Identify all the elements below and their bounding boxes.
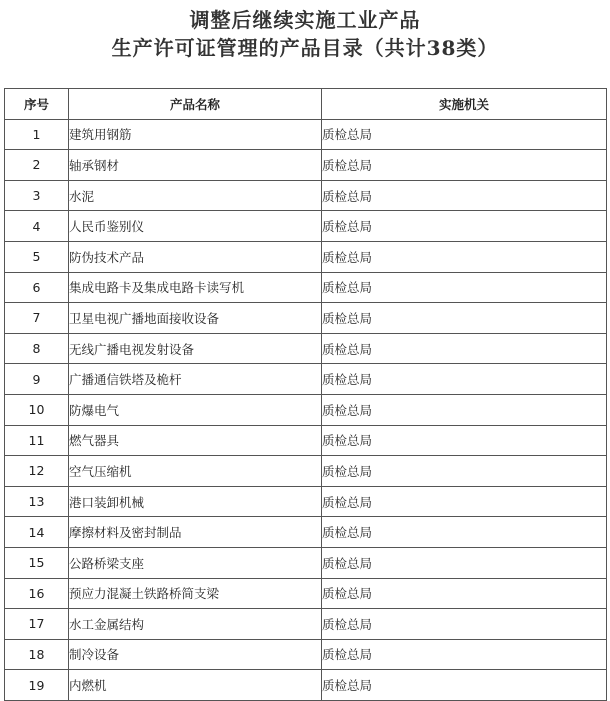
header-no: 序号 bbox=[5, 89, 69, 120]
product-name: 防爆电气 bbox=[69, 394, 322, 425]
authority: 质检总局 bbox=[322, 425, 607, 456]
table-row bbox=[5, 547, 607, 578]
product-name: 集成电路卡及集成电路卡读写机 bbox=[69, 272, 322, 303]
row-number: 9 bbox=[5, 364, 69, 395]
table-row bbox=[5, 150, 607, 181]
table-row bbox=[5, 211, 607, 242]
table-row bbox=[5, 639, 607, 670]
table-row bbox=[5, 303, 607, 334]
product-name: 预应力混凝土铁路桥简支梁 bbox=[69, 578, 322, 609]
row-number: 18 bbox=[5, 639, 69, 670]
row-number: 13 bbox=[5, 486, 69, 517]
row-number: 7 bbox=[5, 303, 69, 334]
header-product-name: 产品名称 bbox=[69, 89, 322, 120]
product-catalog-table bbox=[4, 88, 607, 701]
table-row bbox=[5, 364, 607, 395]
table-row bbox=[5, 333, 607, 364]
authority: 质检总局 bbox=[322, 333, 607, 364]
table-row bbox=[5, 578, 607, 609]
authority: 质检总局 bbox=[322, 180, 607, 211]
row-number: 14 bbox=[5, 517, 69, 548]
table-row bbox=[5, 456, 607, 487]
product-name: 人民币鉴别仪 bbox=[69, 211, 322, 242]
authority: 质检总局 bbox=[322, 364, 607, 395]
authority: 质检总局 bbox=[322, 547, 607, 578]
authority: 质检总局 bbox=[322, 578, 607, 609]
table-row bbox=[5, 609, 607, 640]
row-number: 16 bbox=[5, 578, 69, 609]
table-row bbox=[5, 241, 607, 272]
authority: 质检总局 bbox=[322, 241, 607, 272]
row-number: 12 bbox=[5, 456, 69, 487]
product-name: 卫星电视广播地面接收设备 bbox=[69, 303, 322, 334]
product-name: 公路桥梁支座 bbox=[69, 547, 322, 578]
row-number: 17 bbox=[5, 609, 69, 640]
product-name: 空气压缩机 bbox=[69, 456, 322, 487]
authority: 质检总局 bbox=[322, 639, 607, 670]
header-authority: 实施机关 bbox=[322, 89, 607, 120]
table-row bbox=[5, 272, 607, 303]
product-name: 港口装卸机械 bbox=[69, 486, 322, 517]
authority: 质检总局 bbox=[322, 303, 607, 334]
table-row bbox=[5, 425, 607, 456]
authority: 质检总局 bbox=[322, 517, 607, 548]
table-header-row bbox=[5, 89, 607, 120]
row-number: 2 bbox=[5, 150, 69, 181]
product-name: 轴承钢材 bbox=[69, 150, 322, 181]
product-name: 无线广播电视发射设备 bbox=[69, 333, 322, 364]
product-name: 制冷设备 bbox=[69, 639, 322, 670]
authority: 质检总局 bbox=[322, 456, 607, 487]
product-name: 摩擦材料及密封制品 bbox=[69, 517, 322, 548]
row-number: 11 bbox=[5, 425, 69, 456]
product-name: 水工金属结构 bbox=[69, 609, 322, 640]
table-row bbox=[5, 119, 607, 150]
table-row bbox=[5, 517, 607, 548]
row-number: 8 bbox=[5, 333, 69, 364]
product-name: 建筑用钢筋 bbox=[69, 119, 322, 150]
authority: 质检总局 bbox=[322, 486, 607, 517]
title-line-2: 生产许可证管理的产品目录（共计38类） bbox=[111, 36, 499, 60]
authority: 质检总局 bbox=[322, 670, 607, 701]
row-number: 10 bbox=[5, 394, 69, 425]
authority: 质检总局 bbox=[322, 609, 607, 640]
row-number: 19 bbox=[5, 670, 69, 701]
table-body bbox=[5, 119, 607, 700]
title-line-1: 调整后继续实施工业产品 bbox=[189, 8, 421, 32]
row-number: 15 bbox=[5, 547, 69, 578]
product-name: 广播通信铁塔及桅杆 bbox=[69, 364, 322, 395]
row-number: 6 bbox=[5, 272, 69, 303]
authority: 质检总局 bbox=[322, 150, 607, 181]
table-row bbox=[5, 394, 607, 425]
authority: 质检总局 bbox=[322, 211, 607, 242]
row-number: 4 bbox=[5, 211, 69, 242]
product-name: 内燃机 bbox=[69, 670, 322, 701]
row-number: 5 bbox=[5, 241, 69, 272]
product-name: 水泥 bbox=[69, 180, 322, 211]
table-row bbox=[5, 486, 607, 517]
row-number: 3 bbox=[5, 180, 69, 211]
product-name: 防伪技术产品 bbox=[69, 241, 322, 272]
row-number: 1 bbox=[5, 119, 69, 150]
authority: 质检总局 bbox=[322, 272, 607, 303]
authority: 质检总局 bbox=[322, 119, 607, 150]
table-row bbox=[5, 180, 607, 211]
product-name: 燃气器具 bbox=[69, 425, 322, 456]
authority: 质检总局 bbox=[322, 394, 607, 425]
